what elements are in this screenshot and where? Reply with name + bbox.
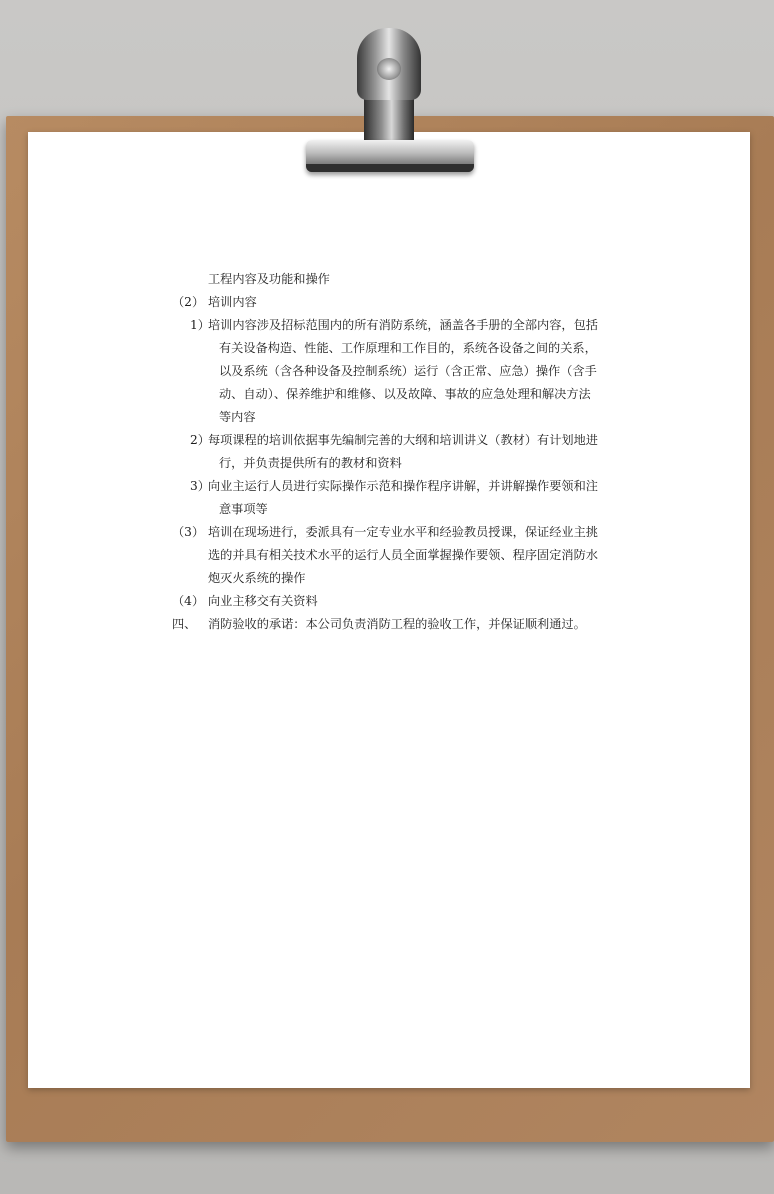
item3-line: 培训在现场进行，委派具有一定专业水平和经验教员授课，保证经业主挑 [208,525,598,539]
sub2-marker: 2） [190,433,210,447]
section4-text: 消防验收的承诺：本公司负责消防工程的验收工作，并保证顺利通过。 [208,617,586,631]
sub1-line: 等内容 [219,410,256,424]
item3-line: 选的并具有相关技术水平的运行人员全面掌握操作要领、程序固定消防水 [208,548,598,562]
sub3-marker: 3） [190,479,210,493]
intro-line: 工程内容及功能和操作 [208,272,330,286]
item3-line: 炮灭火系统的操作 [208,571,306,585]
sub1-line: 以及系统（含各种设备及控制系统）运行（含正常、应急）操作（含手 [219,364,597,378]
item4-title: 向业主移交有关资料 [208,594,318,608]
section4-marker: 四、 [172,617,197,631]
item3-marker: （3） [172,525,205,539]
sub1-line: 有关设备构造、性能、工作原理和工作目的，系统各设备之间的关系， [219,341,597,355]
item4-marker: （4） [172,594,205,608]
item2-title: 培训内容 [208,295,257,309]
sub1-line: 培训内容涉及招标范围内的所有消防系统，涵盖各手册的全部内容，包括 [208,318,598,332]
sub3-line: 意事项等 [219,502,268,516]
sub2-line: 行，并负责提供所有的教材和资料 [219,456,402,470]
sub3-line: 向业主运行人员进行实际操作示范和操作程序讲解，并讲解操作要领和注 [208,479,598,493]
sub1-line: 动、自动）、保养维护和维修、以及故障、事故的应急处理和解决方法 [219,387,591,401]
sub2-line: 每项课程的培训依据事先编制完善的大纲和培训讲义（教材）有计划地进 [208,433,598,447]
sub1-marker: 1） [190,318,210,332]
item2-marker: （2） [172,295,205,309]
